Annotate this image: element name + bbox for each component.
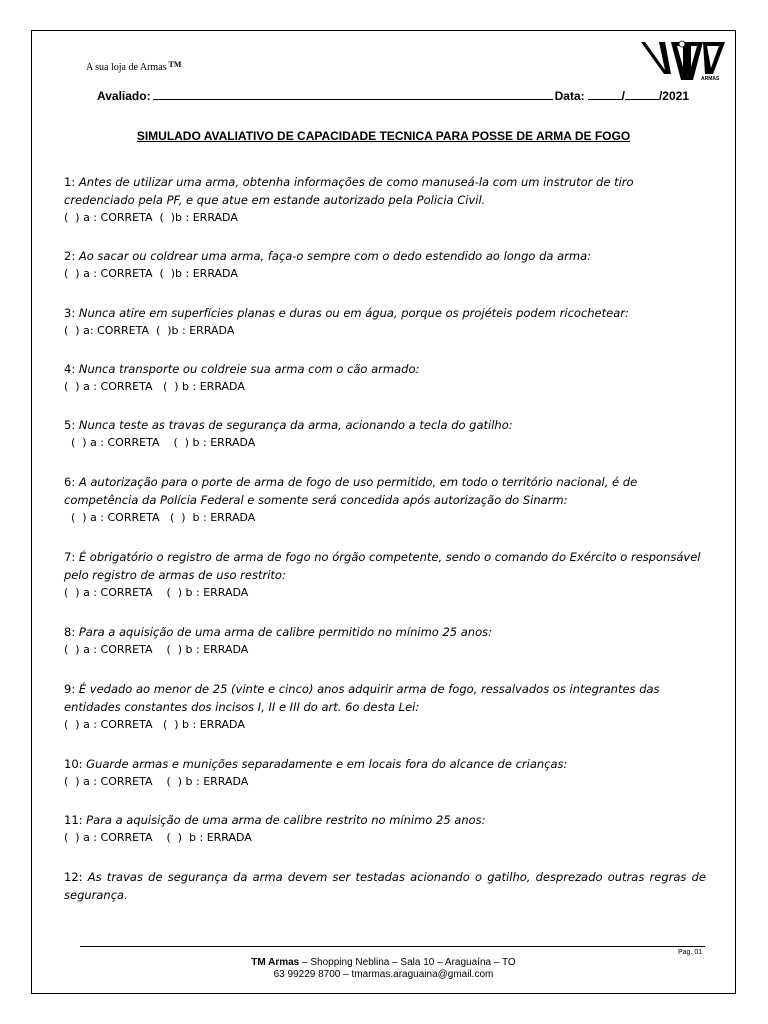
question-8: 8: Para a aquisição de uma arma de calibre permitido no mínimo 25 anos: ( ) a : CORRETA ( ) b : ERRADA [64,623,706,659]
evaluated-name-field[interactable] [153,89,553,100]
footer-divider [80,946,705,947]
date-label: Data: [554,89,585,103]
date-day-field[interactable] [588,89,622,100]
answer-options[interactable]: ( ) a : CORRETA ( ) b : ERRADA [64,643,249,656]
answer-options[interactable]: ( ) a : CORRETA ( ) b : ERRADA [64,586,249,599]
question-5: 5: Nunca teste as travas de segurança da arma, acionando a tecla do gatilho: ( ) a : CORRETA ( ) b : ERRADA [64,416,706,452]
date-month-field[interactable] [625,89,659,100]
evaluated-label: Avaliado: [97,89,151,103]
answer-options[interactable]: ( ) a : CORRETA ( ) b : ERRADA [64,380,245,393]
answer-options[interactable]: ( ) a : CORRETA ( ) b : ERRADA [64,718,245,731]
answer-options[interactable]: ( ) a : CORRETA ( ) b : ERRADA [64,511,256,524]
question-2: 2: Ao sacar ou coldrear uma arma, faça-o sempre com o dedo estendido ao longo da arma: ( ) a : CORRETA ( )b : ERRADA [64,247,706,283]
question-9: 9: É vedado ao menor de 25 (vinte e cinco) anos adquirir arma de fogo, ressalvados os integrantes das entidades constantes dos incisos I, II e III do art. 6o desta Lei: ( ) a : CORRETA ( ) b : ERRADA [64,680,706,734]
question-10: 10: Guarde armas e munições separadamente e em locais fora do alcance de crianças: ( ) a : CORRETA ( ) b : ERRADA [64,755,706,791]
footer-contact: 63 99229 8700 – tmarmas.araguaina@gmail.com [273,969,494,980]
question-3: 3: Nunca atire em superfícies planas e duras ou em água, porque os projéteis podem ricochetear: ( ) a: CORRETA ( )b : ERRADA [64,304,706,340]
question-6: 6: A autorização para o porte de arma de fogo de uso permitido, em todo o território nacional, é de competência da Polícia Federal e somente será concedida após autorização do Sinarm: ( ) a : CORRETA ( ) b : ERRADA [64,473,706,527]
footer-address: TM Armas – Shopping Neblina – Sala 10 – Araguaína – TO [251,957,516,968]
answer-options[interactable]: ( ) a : CORRETA ( ) b : ERRADA [64,831,252,844]
question-1: 1: Antes de utilizar uma arma, obtenha informações de como manuseá-la com um instrutor de tiro credenciado pela PF, e que atue em estande autorizado pela Policia Civil. ( ) a : CORRETA ( )b : ERRADA [64,173,706,227]
question-4: 4: Nunca transporte ou coldreie sua arma com o cão armado: ( ) a : CORRETA ( ) b : ERRADA [64,360,706,396]
answer-options[interactable]: ( ) a: CORRETA ( )b : ERRADA [64,324,235,337]
page-number: Pag. 01 [678,949,703,956]
evaluated-row: Avaliado: Data: / /2021 [97,89,689,103]
svg-text:ARMAS: ARMAS [701,76,720,82]
question-12: 12: As travas de segurança da arma devem ser testadas acionando o gatilho, desprezado outras regras de segurança. [64,870,707,902]
question-7: 7: É obrigatório o registro de arma de fogo no órgão competente, sendo o comando do Exército o responsável pelo registro de armas de uso restrito: ( ) a : CORRETA ( ) b : ERRADA [64,548,706,602]
date-year: /2021 [658,89,689,103]
tm-armas-logo [641,40,725,82]
tagline: A sua loja de Armas ™ [86,60,182,73]
question-11: 11: Para a aquisição de uma arma de calibre restrito no mínimo 25 anos: ( ) a : CORRETA ( ) b : ERRADA [64,811,706,847]
answer-options[interactable]: ( ) a : CORRETA ( ) b : ERRADA [64,775,249,788]
answer-options[interactable]: ( ) a : CORRETA ( ) b : ERRADA [64,436,256,449]
answer-options[interactable]: ( ) a : CORRETA ( )b : ERRADA [64,267,238,280]
page-title: SIMULADO AVALIATIVO DE CAPACIDADE TECNICA PARA POSSE DE ARMA DE FOGO [136,129,631,143]
answer-options[interactable]: ( ) a : CORRETA ( )b : ERRADA [64,211,238,224]
